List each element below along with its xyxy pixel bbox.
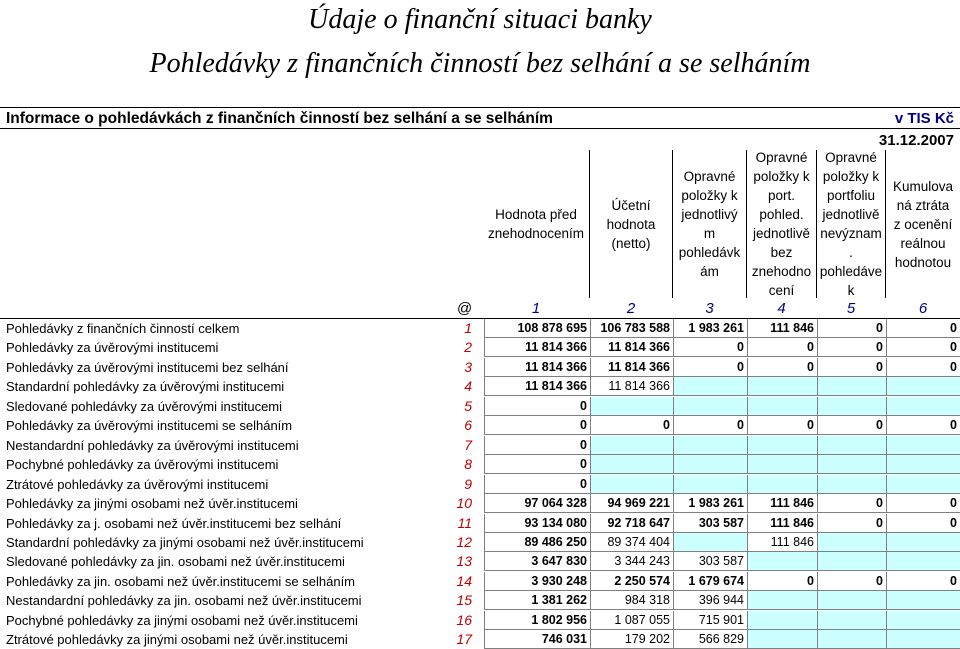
table-cell: 108 878 695 <box>484 319 590 338</box>
header-individual-provisions: Opravné položky k jednotlivý m pohledávk ám <box>678 169 741 279</box>
table-cell <box>747 630 817 649</box>
table-cell: 11 814 366 <box>590 377 673 396</box>
table-row <box>0 436 960 455</box>
table-cell: 1 802 956 <box>484 611 590 630</box>
table-cell <box>747 377 817 396</box>
table-cell <box>886 630 960 649</box>
table-cell: 0 <box>747 338 817 357</box>
table-row <box>0 397 960 416</box>
table-row <box>0 533 960 552</box>
table-cell <box>747 436 817 455</box>
table-cell: 92 718 647 <box>590 514 673 533</box>
table-cell: 746 031 <box>484 630 590 649</box>
table-cell: 1 381 262 <box>484 591 590 610</box>
header-fair-value-loss: Kumulova ná ztráta z ocenění reálnou hodnotou <box>892 178 954 270</box>
table-row <box>0 572 960 591</box>
table-cell: 111 846 <box>747 514 817 533</box>
column-number: 2 <box>626 300 636 317</box>
table-row <box>0 416 960 435</box>
table-cell: 111 846 <box>747 533 817 552</box>
report-date: 31.12.2007 <box>878 132 954 149</box>
table-cell: 0 <box>747 358 817 377</box>
table-cell <box>817 475 886 494</box>
table-cell: 0 <box>886 358 960 377</box>
table-cell: 1 983 261 <box>673 494 747 513</box>
table-cell <box>817 397 886 416</box>
header-net-value: Účetní hodnota (netto) <box>606 197 656 251</box>
table-cell: 2 250 574 <box>590 572 673 591</box>
row-label: Standardní pohledávky za úvěrovými institucemi <box>6 379 285 395</box>
table-cell: 0 <box>484 455 590 474</box>
table-cell <box>886 455 960 474</box>
table-cell: 0 <box>673 358 747 377</box>
table-cell: 0 <box>886 514 960 533</box>
table-cell: 0 <box>886 338 960 357</box>
row-number: 16 <box>456 611 472 628</box>
table-cell: 0 <box>484 416 590 435</box>
row-number: 2 <box>464 339 472 356</box>
table-row <box>0 494 960 513</box>
table-row <box>0 338 960 357</box>
table-cell <box>747 591 817 610</box>
table-cell: 0 <box>886 319 960 338</box>
table-cell: 0 <box>484 475 590 494</box>
column-number-row <box>0 299 960 318</box>
table-cell: 179 202 <box>590 630 673 649</box>
table-cell: 0 <box>886 416 960 435</box>
table-cell <box>886 533 960 552</box>
table-cell: 1 983 261 <box>673 319 747 338</box>
row-number: 4 <box>464 378 472 395</box>
table-cell <box>817 533 886 552</box>
table-cell <box>673 377 747 396</box>
row-number: 11 <box>457 514 472 531</box>
table-cell <box>673 533 747 552</box>
table-cell: 0 <box>484 397 590 416</box>
table-cell: 106 783 588 <box>590 319 673 338</box>
row-label: Ztrátové pohledávky za úvěrovými institucemi <box>6 476 269 492</box>
table-cell: 3 647 830 <box>484 552 590 571</box>
table-row <box>0 377 960 396</box>
table-cell: 303 587 <box>673 552 747 571</box>
table-cell: 111 846 <box>747 319 817 338</box>
table-cell <box>673 475 747 494</box>
table-cell <box>747 455 817 474</box>
row-number: 8 <box>464 456 472 473</box>
table-row <box>0 552 960 571</box>
table-cell <box>673 455 747 474</box>
table-cell <box>817 436 886 455</box>
table-cell: 3 930 248 <box>484 572 590 591</box>
table-cell: 0 <box>817 494 886 513</box>
table-cell: 11 814 366 <box>590 358 673 377</box>
table-cell <box>817 455 886 474</box>
row-label: Pohledávky za úvěrovými institucemi se selháním <box>6 418 293 434</box>
table-cell <box>817 611 886 630</box>
row-number: 6 <box>464 417 472 434</box>
row-label: Pochybné pohledávky za úvěrovými institucemi <box>6 457 279 473</box>
table-cell: 11 814 366 <box>590 338 673 357</box>
unit-label: v TIS Kč <box>894 110 954 127</box>
header-portfolio-provisions: Opravné položky k port. pohled. jednotlivě bez znehodno cení <box>751 150 812 298</box>
table-cell <box>747 475 817 494</box>
table-cell <box>817 552 886 571</box>
table-row <box>0 611 960 630</box>
table-cell <box>747 611 817 630</box>
row-label: Pohledávky za úvěrovými institucemi bez selhání <box>6 359 289 375</box>
table-cell <box>817 377 886 396</box>
table-cell: 0 <box>817 572 886 591</box>
table-cell: 0 <box>817 358 886 377</box>
table-cell <box>886 552 960 571</box>
table-cell: 396 944 <box>673 591 747 610</box>
table-cell: 303 587 <box>673 514 747 533</box>
table-row <box>0 358 960 377</box>
row-label: Standardní pohledávky za jinými osobami než úvěr.institucemi <box>6 534 364 550</box>
table-cell <box>590 455 673 474</box>
row-label: Ztrátové pohledávky za jinými osobami než úvěr.institucemi <box>6 632 348 648</box>
table-cell <box>886 475 960 494</box>
table-cell: 984 318 <box>590 591 673 610</box>
row-label: Sledované pohledávky za úvěrovými institucemi <box>6 398 283 414</box>
table-cell <box>747 552 817 571</box>
row-label: Pohledávky za jin. osobami než úvěr.institucemi se selháním <box>6 573 356 589</box>
table-row <box>0 514 960 533</box>
table-row <box>0 591 960 610</box>
table-cell <box>673 436 747 455</box>
table-cell: 0 <box>484 436 590 455</box>
table-cell <box>590 475 673 494</box>
table-row <box>0 630 960 649</box>
subtitle-divider <box>0 128 960 129</box>
table-cell: 1 087 055 <box>590 611 673 630</box>
table-cell: 89 374 404 <box>590 533 673 552</box>
table-cell <box>886 436 960 455</box>
table-cell: 0 <box>673 416 747 435</box>
table-cell: 94 969 221 <box>590 494 673 513</box>
table-cell: 0 <box>747 572 817 591</box>
table-cell: 0 <box>590 416 673 435</box>
table-row <box>0 455 960 474</box>
row-number: 10 <box>456 495 472 512</box>
table-cell <box>886 591 960 610</box>
table-row <box>0 475 960 494</box>
row-number: 17 <box>456 631 472 648</box>
table-cell <box>817 591 886 610</box>
row-label: Pohledávky za jinými osobami než úvěr.institucemi <box>6 496 298 512</box>
table-cell: 111 846 <box>747 494 817 513</box>
top-divider <box>0 107 960 108</box>
table-cell: 0 <box>817 338 886 357</box>
table-row <box>0 319 960 338</box>
table-cell: 93 134 080 <box>484 514 590 533</box>
column-number: 6 <box>918 300 928 317</box>
column-number: 4 <box>777 300 786 317</box>
table-cell <box>747 397 817 416</box>
page-subtitle: Pohledávky z finančních činností bez selhání a se selháním <box>149 48 811 79</box>
row-label: Nestandardní pohledávky za úvěrovými institucemi <box>6 437 299 453</box>
row-number: 5 <box>464 397 472 414</box>
row-label: Pohledávky z finančních činností celkem <box>6 321 240 336</box>
table-cell: 11 814 366 <box>484 338 590 357</box>
page-title: Údaje o finanční situaci banky <box>308 4 652 35</box>
table-cell: 11 814 366 <box>484 377 590 396</box>
table-cell: 566 829 <box>673 630 747 649</box>
row-number: 1 <box>464 320 472 336</box>
table-cell: 0 <box>817 319 886 338</box>
header-gross-value: Hodnota před znehodnocením <box>487 207 585 241</box>
row-number: 13 <box>456 553 472 570</box>
table-cell: 97 064 328 <box>484 494 590 513</box>
table-cell: 11 814 366 <box>484 358 590 377</box>
row-number: 12 <box>456 533 472 550</box>
table-cell: 0 <box>673 338 747 357</box>
row-label: Pochybné pohledávky za jinými osobami než úvěr.institucemi <box>6 612 358 628</box>
row-number: 15 <box>456 592 472 609</box>
row-number: 3 <box>464 358 472 375</box>
column-number: 3 <box>705 300 714 317</box>
table-cell <box>886 611 960 630</box>
header-insignificant-provisions: Opravné položky k portfoliu jednotlivě nevýznam . pohledáve k <box>819 150 883 298</box>
table-cell: 1 679 674 <box>673 572 747 591</box>
table-cell <box>590 397 673 416</box>
row-number: 14 <box>456 572 472 589</box>
column-number: 5 <box>846 300 856 317</box>
column-number: 1 <box>531 300 541 317</box>
table-cell <box>886 377 960 396</box>
table-cell <box>673 397 747 416</box>
row-label: Pohledávky za j. osobami než úvěr.institucemi bez selhání <box>6 515 342 531</box>
table-cell: 0 <box>886 572 960 591</box>
table-cell <box>817 630 886 649</box>
table-cell: 0 <box>747 416 817 435</box>
row-label: Sledované pohledávky za jin. osobami než úvěr.institucemi <box>6 554 345 570</box>
row-label: Pohledávky za úvěrovými institucemi <box>6 340 219 356</box>
table-cell: 89 486 250 <box>484 533 590 552</box>
table-cell: 715 901 <box>673 611 747 630</box>
table-cell: 0 <box>886 494 960 513</box>
row-number: 9 <box>464 475 472 492</box>
row-number: 7 <box>464 436 472 453</box>
column-marker: @ <box>456 300 472 317</box>
table-cell: 0 <box>817 514 886 533</box>
table-cell: 0 <box>817 416 886 435</box>
row-label: Nestandardní pohledávky za jin. osobami než úvěr.institucemi <box>6 593 362 609</box>
table-cell: 3 344 243 <box>590 552 673 571</box>
table-cell <box>886 397 960 416</box>
section-title: Informace o pohledávkách z finančních činností bez selhání a se selháním <box>6 110 553 127</box>
table-cell <box>590 436 673 455</box>
